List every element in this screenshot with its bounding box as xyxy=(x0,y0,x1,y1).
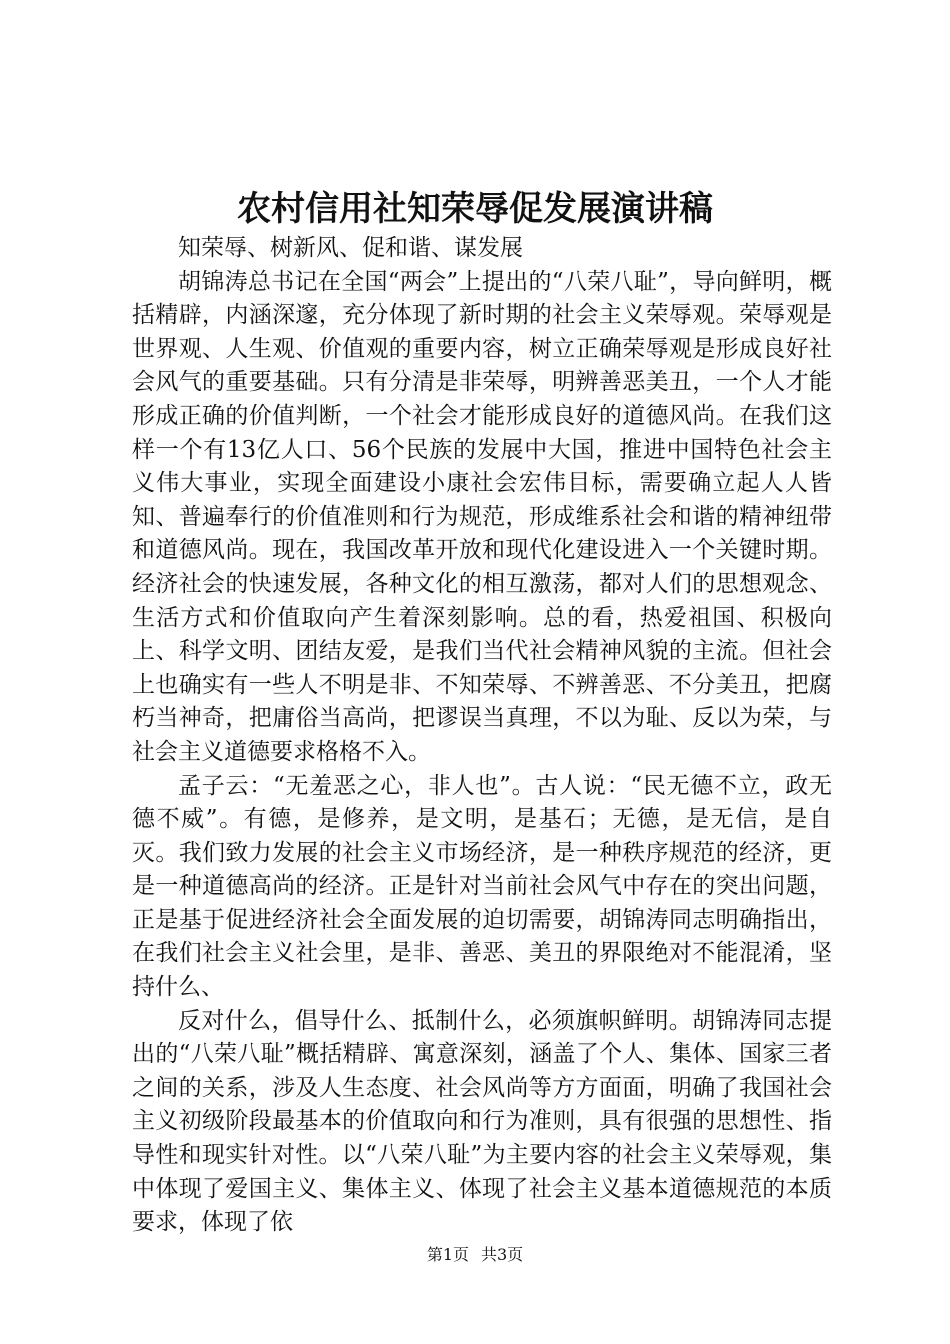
paragraph: 孟子云：“无羞恶之心，非人也”。古人说：“民无德不立，政无德不威”。有德，是修养，是文明，是基石；无德，是无信，是自灭。我们致力发展的社会主义市场经济，是一种秩序规范的经济，更是一种道德高尚的经济。正是针对当前社会风气中存在的突出问题，正是基于促进经济社会全面发展的迫切需要，胡锦涛同志明确指出，在我们社会主义社会里，是非、善恶、美丑的界限绝对不能混淆，坚持什么、 xyxy=(132,772,832,1001)
page-footer xyxy=(0,1243,950,1267)
paragraph-subtitle: 知荣辱、树新风、促和谐、谋发展 xyxy=(178,235,523,261)
paragraph: 反对什么，倡导什么、抵制什么，必须旗帜鲜明。胡锦涛同志提出的“八荣八耻”概括精辟、寓意深刻，涵盖了个人、集体、国家三者之间的关系，涉及人生态度、社会风尚等方方面面，明确了我国社会主义初级阶段最基本的价值取向和行为准则，具有很强的思想性、指导性和现实针对性。以“八荣八耻”为主要内容的社会主义荣辱观，集中体现了爱国主义、集体主义、体现了社会主义基本道德规范的本质要求，体现了依 xyxy=(132,1007,832,1236)
document-title: 农村信用社知荣辱促发展演讲稿 xyxy=(237,189,713,229)
document-body xyxy=(132,232,832,1240)
page-number: 第1页 xyxy=(426,1245,469,1264)
page-total: 共3页 xyxy=(481,1245,524,1264)
paragraph: 胡锦涛总书记在全国“两会”上提出的“八荣八耻”，导向鲜明，概括精辟，内涵深邃，充分体现了新时期的社会主义荣辱观。荣辱观是世界观、人生观、价值观的重要内容，树立正确荣辱观是形成良好社会风气的重要基础。只有分清是非荣辱，明辨善恶美丑，一个人才能形成正确的价值判断，一个社会才能形成良好的道德风尚。在我们这样一个有13亿人口、56个民族的发展中大国，推进中国特色社会主义伟大事业，实现全面建设小康社会宏伟目标，需要确立起人人皆知、普遍奉行的价值准则和行为规范，形成维系社会和谐的精神纽带和道德风尚。现在，我国改革开放和现代化建设进入一个关键时期。经济社会的快速发展，各种文化的相互激荡，都对人们的思想观念、生活方式和价值取向产生着深刻影响。总的看，热爱祖国、积极向上、科学文明、团结友爱，是我们当代社会精神风貌的主流。但社会上也确实有一些人不明是非、不知荣辱、不辨善恶、不分美丑，把腐朽当神奇，把庸俗当高尚，把谬误当真理，不以为耻、反以为荣，与社会主义道德要求格格不入。 xyxy=(132,268,832,765)
